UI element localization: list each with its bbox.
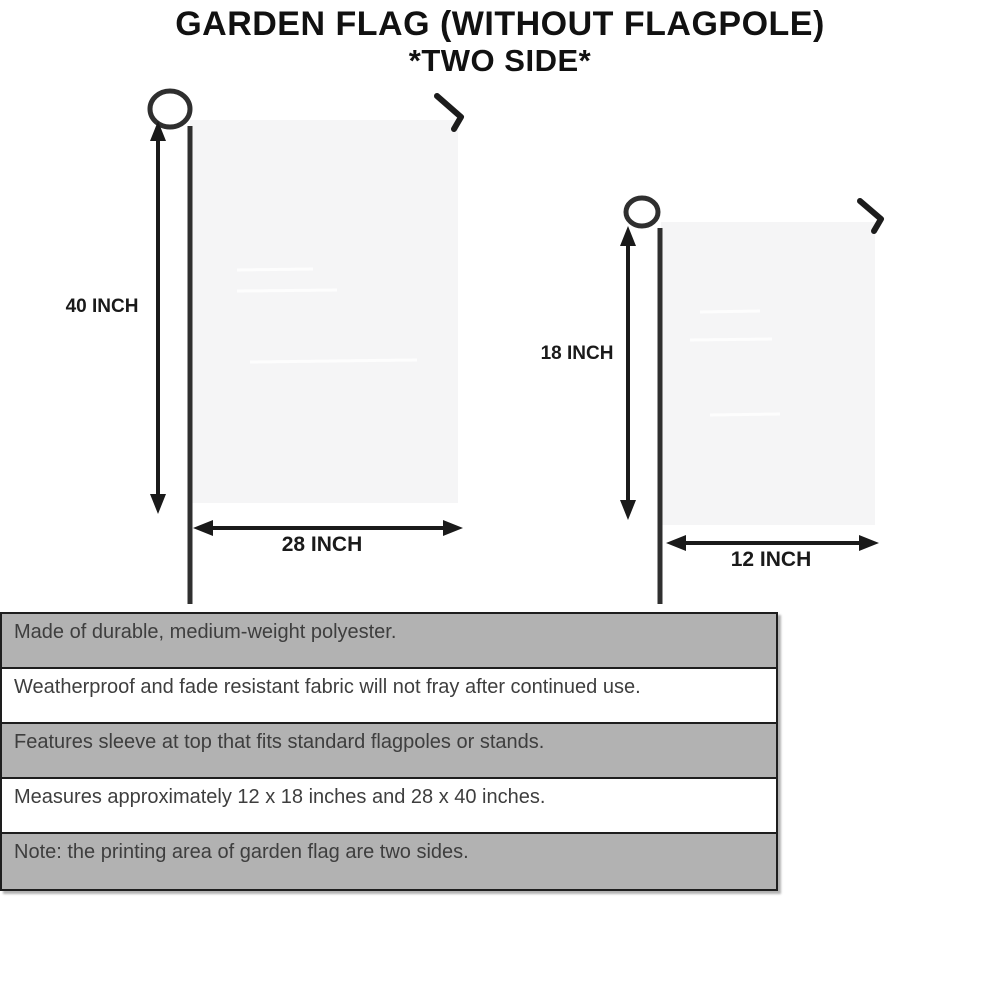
large-width-arrowhead-left-icon	[193, 520, 213, 536]
feature-row-2: Weatherproof and fade resistant fabric will not fray after continued use.	[2, 669, 776, 724]
small-flag-height-label: 18 INCH	[540, 343, 614, 364]
feature-row-4: Measures approximately 12 x 18 inches and 28 x 40 inches.	[2, 779, 776, 834]
large-width-arrowhead-right-icon	[443, 520, 463, 536]
large-flag-height-label: 40 INCH	[65, 296, 139, 317]
small-flag-fabric	[661, 222, 875, 525]
large-flag-diagram	[150, 91, 463, 604]
large-flag-width-label: 28 INCH	[281, 533, 363, 556]
small-flag-diagram	[620, 198, 881, 604]
feature-row-1: Made of durable, medium-weight polyester.	[2, 614, 776, 669]
feature-row-3: Features sleeve at top that fits standard flagpoles or stands.	[2, 724, 776, 779]
small-height-arrowhead-bottom-icon	[620, 500, 636, 520]
small-width-arrowhead-right-icon	[859, 535, 879, 551]
small-height-arrowhead-top-icon	[620, 226, 636, 246]
large-pole-loop	[150, 91, 190, 127]
small-width-arrowhead-left-icon	[666, 535, 686, 551]
title-line-1: GARDEN FLAG (WITHOUT FLAGPOLE)	[175, 5, 825, 43]
small-flag-width-label: 12 INCH	[730, 548, 812, 571]
large-flag-fabric	[190, 120, 458, 503]
large-height-arrowhead-bottom-icon	[150, 494, 166, 514]
small-pole-loop	[626, 198, 658, 226]
feature-table	[0, 612, 778, 891]
feature-row-5: Note: the printing area of garden flag are two sides.	[2, 834, 776, 889]
title-line-2: *TWO SIDE*	[408, 43, 592, 79]
